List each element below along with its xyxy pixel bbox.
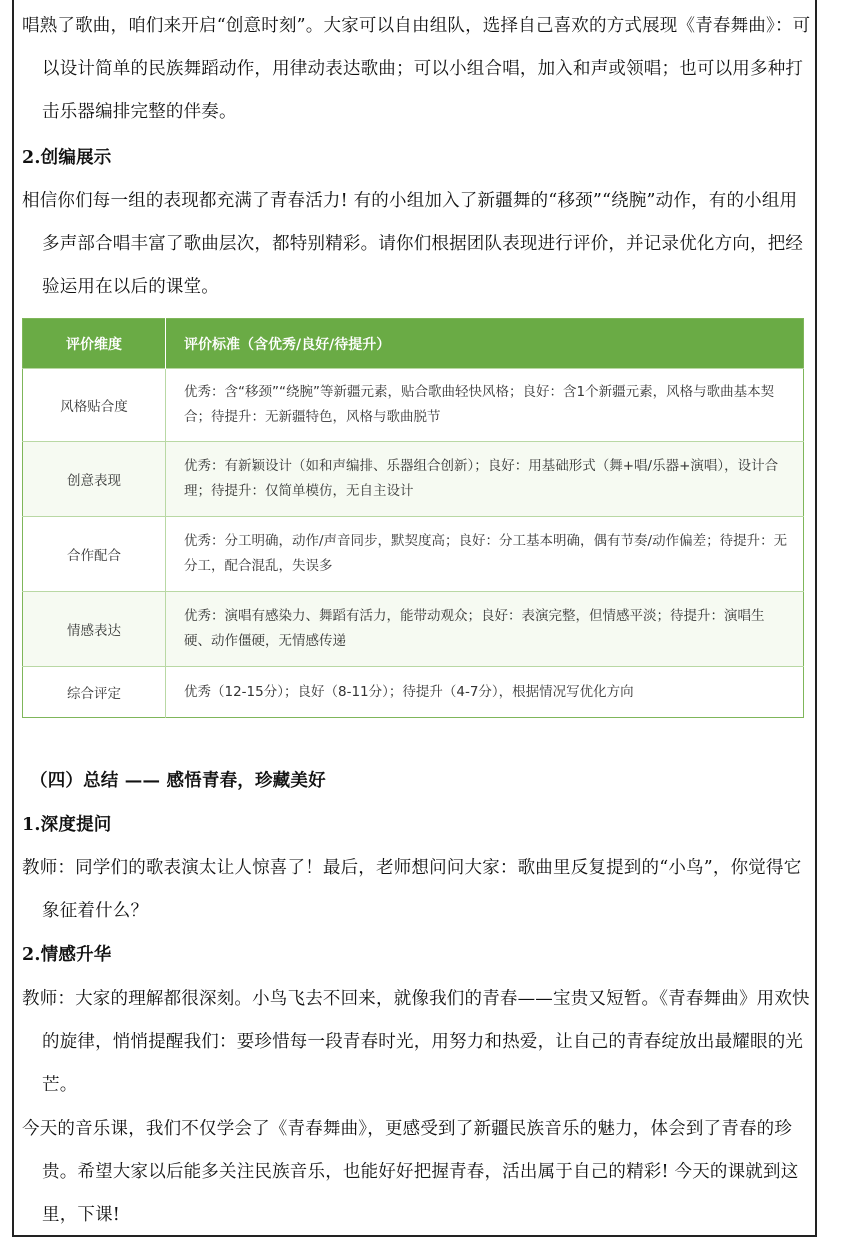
table-row [23, 517, 804, 592]
evaluation-table [22, 318, 804, 718]
heading-showcase: 2.创编展示 [22, 148, 112, 168]
header-criteria: 评价标准（含优秀/良好/待提升） [166, 319, 804, 369]
evaluation-table-wrap [22, 318, 804, 718]
table-row [23, 369, 804, 442]
section-summary-heading: （四）总结 —— 感悟青春，珍藏美好 [30, 771, 326, 791]
subheading-emotion: 2.情感升华 [22, 945, 112, 965]
table-row [23, 592, 804, 667]
table-header-row [23, 319, 804, 369]
paragraph-teacher-question: 教师：同学们的歌表演太让人惊喜了！最后，老师想问问大家：歌曲里反复提到的“小鸟”，你觉得它象征着什么？ [22, 858, 802, 921]
dimension-cell: 综合评定 [23, 667, 166, 718]
dimension-cell: 情感表达 [23, 592, 166, 667]
subheading-deep-question: 1.深度提问 [22, 815, 112, 835]
paragraph-teacher-emotion: 教师：大家的理解都很深刻。小鸟飞去不回来，就像我们的青春——宝贵又短暂。《青春舞曲》用欢快的旋律，悄悄提醒我们：要珍惜每一段青春时光，用努力和热爱，让自己的青春绽放出最耀眼的光芒。 [22, 989, 810, 1095]
paragraph-creative-moment: 唱熟了歌曲，咱们来开启“创意时刻”。大家可以自由组队，选择自己喜欢的方式展现《青春舞曲》：可以设计简单的民族舞蹈动作，用律动表达歌曲；可以小组合唱，加入和声或领唱；也可以用多种打击乐器编排完整的伴奏。 [22, 16, 811, 122]
criteria-cell: 优秀：有新颖设计（如和声编排、乐器组合创新）；良好：用基础形式（舞+唱/乐器+演唱），设计合理；待提升：仅简单模仿，无自主设计 [166, 442, 804, 517]
dimension-cell: 风格贴合度 [23, 369, 166, 442]
dimension-cell: 合作配合 [23, 517, 166, 592]
table-row [23, 667, 804, 718]
table-row [23, 442, 804, 517]
criteria-cell: 优秀（12-15分）；良好（8-11分）；待提升（4-7分），根据情况写优化方向 [166, 667, 804, 718]
paragraph-showcase: 相信你们每一组的表现都充满了青春活力! 有的小组加入了新疆舞的“移颈”“绕腕”动作，有的小组用多声部合唱丰富了歌曲层次，都特别精彩。请你们根据团队表现进行评价，并记录优化方向，把经验运用在以后的课堂。 [22, 191, 804, 297]
criteria-cell: 优秀：分工明确，动作/声音同步，默契度高；良好：分工基本明确，偶有节奏/动作偏差；待提升：无分工，配合混乱，失误多 [166, 517, 804, 592]
criteria-cell: 优秀：含“移颈”“绕腕”等新疆元素，贴合歌曲轻快风格；良好：含1个新疆元素，风格与歌曲基本契合；待提升：无新疆特色，风格与歌曲脱节 [166, 369, 804, 442]
paragraph-closing: 今天的音乐课，我们不仅学会了《青春舞曲》，更感受到了新疆民族音乐的魅力，体会到了青春的珍贵。希望大家以后能多关注民族音乐，也能好好把握青春，活出属于自己的精彩! 今天的课就到这里，下课! [22, 1119, 799, 1225]
header-dimension: 评价维度 [23, 319, 166, 369]
criteria-cell: 优秀：演唱有感染力、舞蹈有活力，能带动观众；良好：表演完整，但情感平淡；待提升：演唱生硬、动作僵硬，无情感传递 [166, 592, 804, 667]
dimension-cell: 创意表现 [23, 442, 166, 517]
